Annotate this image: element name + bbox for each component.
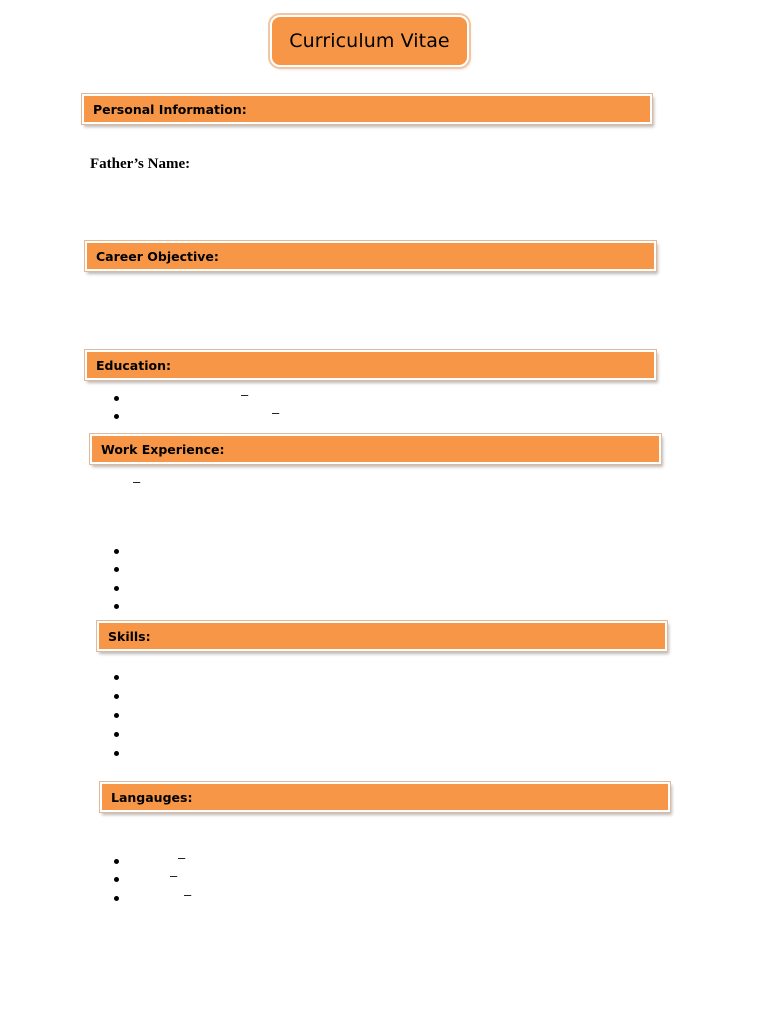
section-header-personal-information (82, 94, 652, 124)
section-header-languages (100, 782, 670, 812)
bullet-icon (114, 549, 119, 554)
document-title-box (272, 17, 467, 65)
section-title-career-objective: Career Objective: (96, 248, 219, 264)
section-header-work-experience (90, 434, 661, 464)
language-separator: – (178, 850, 186, 865)
list-item (114, 707, 414, 726)
education-list (114, 387, 414, 427)
education-separator: – (272, 405, 280, 421)
list-item (114, 726, 414, 745)
section-title-personal-information: Personal Information: (93, 101, 247, 117)
section-title-work-experience: Work Experience: (101, 441, 225, 457)
list-item (114, 886, 414, 908)
list-item (114, 580, 414, 598)
education-separator: – (241, 387, 249, 402)
bullet-icon (114, 396, 119, 401)
list-item (114, 745, 414, 764)
bullet-icon (114, 877, 119, 882)
language-separator: – (184, 886, 192, 902)
languages-list (114, 850, 414, 908)
language-separator: – (170, 868, 178, 884)
list-item (114, 405, 414, 426)
section-header-skills (97, 621, 667, 651)
list-item (114, 561, 414, 579)
bullet-icon (114, 859, 119, 864)
section-header-education (85, 350, 656, 380)
fathers-name-label: Father’s Name: (90, 156, 191, 172)
list-item (114, 543, 414, 561)
section-title-skills: Skills: (108, 628, 151, 644)
bullet-icon (114, 694, 119, 699)
work-experience-separator: – (133, 474, 141, 489)
list-item (114, 688, 414, 707)
list-item (114, 669, 414, 688)
section-title-education: Education: (96, 357, 171, 373)
bullet-icon (114, 414, 119, 419)
list-item (114, 387, 414, 408)
bullet-icon (114, 675, 119, 680)
bullet-icon (114, 604, 119, 609)
bullet-icon (114, 586, 119, 591)
list-item (114, 598, 414, 616)
document-title: Curriculum Vitae (289, 30, 450, 52)
section-header-career-objective (85, 241, 656, 271)
bullet-icon (114, 896, 119, 901)
skills-list (114, 669, 414, 764)
bullet-icon (114, 732, 119, 737)
section-title-languages: Langauges: (111, 789, 193, 805)
list-item (114, 868, 414, 889)
bullet-icon (114, 713, 119, 718)
bullet-icon (114, 751, 119, 756)
list-item (114, 850, 414, 871)
work-experience-list (114, 543, 414, 616)
bullet-icon (114, 567, 119, 572)
